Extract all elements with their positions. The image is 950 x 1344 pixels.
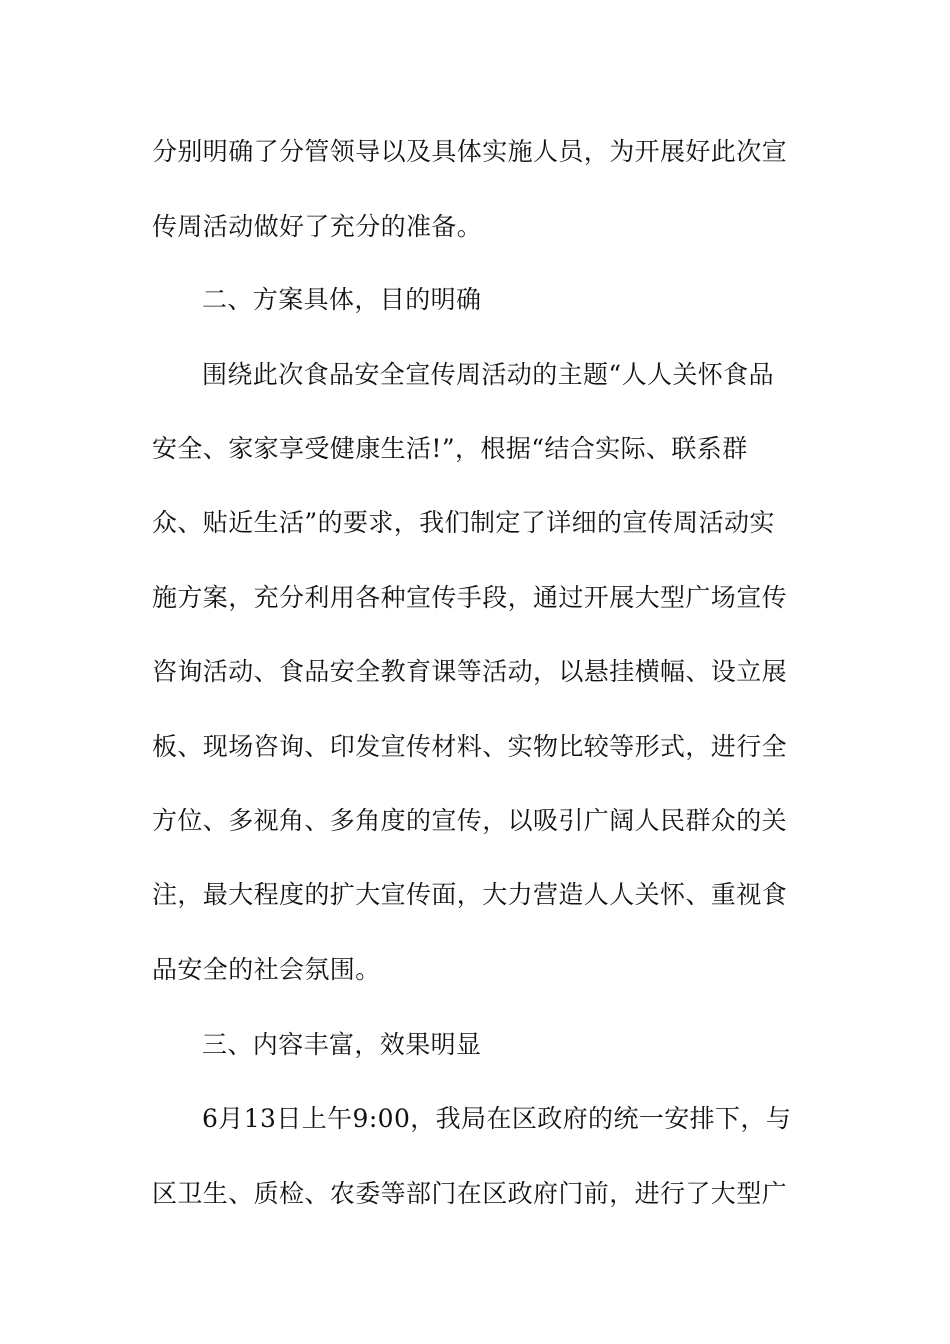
- section-heading: 三、内容丰富，效果明显: [202, 1030, 482, 1059]
- body-text-line: 板、现场咨询、印发宣传材料、实物比较等形式，进行全: [152, 732, 788, 761]
- body-text-line: 安全、家家享受健康生活!”，根据“结合实际、联系群: [152, 434, 748, 463]
- body-text-line: 品安全的社会氛围。: [152, 955, 381, 984]
- body-text-line: 分别明确了分管领导以及具体实施人员，为开展好此次宣: [152, 137, 788, 166]
- body-text-line: 方位、多视角、多角度的宣传，以吸引广阔人民群众的关: [152, 806, 788, 835]
- body-text-line: 区卫生、质检、农委等部门在区政府门前，进行了大型广: [152, 1179, 788, 1208]
- body-text-line: 围绕此次食品安全宣传周活动的主题“人人关怀食品: [202, 360, 774, 389]
- body-text-line: 注，最大程度的扩大宣传面，大力营造人人关怀、重视食: [152, 880, 788, 909]
- body-text-line: 咨询活动、食品安全教育课等活动，以悬挂横幅、设立展: [152, 657, 788, 686]
- section-heading: 二、方案具体，目的明确: [202, 285, 482, 314]
- body-text-line: 施方案，充分利用各种宣传手段，通过开展大型广场宣传: [152, 583, 788, 612]
- body-text-line: 众、贴近生活”的要求，我们制定了详细的宣传周活动实: [152, 508, 775, 537]
- body-text-line: 传周活动做好了充分的准备。: [152, 212, 483, 241]
- body-text-line: 6月13日上午9:00，我局在区政府的统一安排下，与: [202, 1104, 792, 1133]
